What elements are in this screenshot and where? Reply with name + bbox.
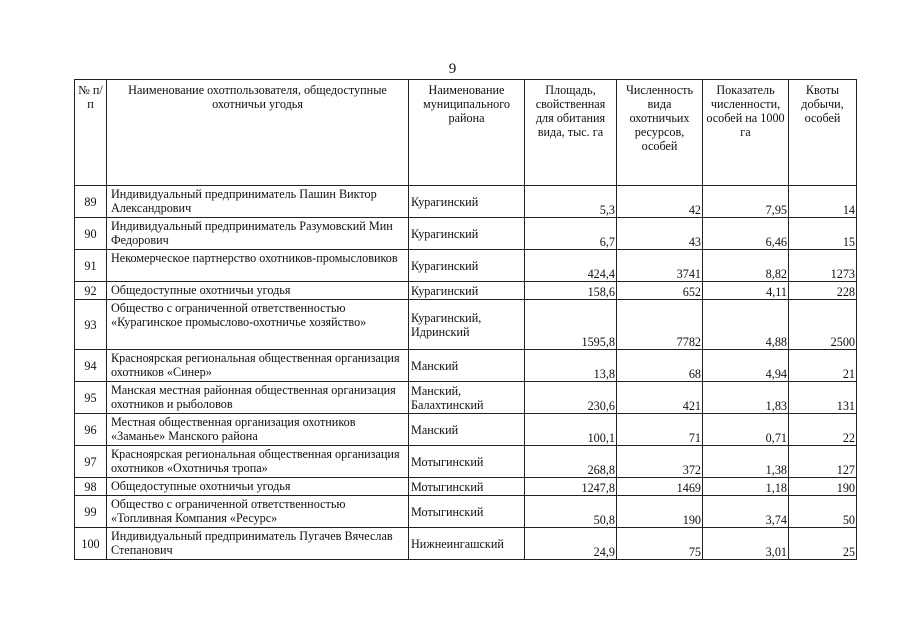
table-row <box>75 528 857 560</box>
row-count: 652 <box>617 282 703 300</box>
table-row <box>75 350 857 382</box>
row-user-name: Местная общественная организация охотников «Заманье» Манского района <box>107 414 409 446</box>
row-district: Мотыгинский <box>409 478 525 496</box>
row-area: 424,4 <box>525 250 617 282</box>
row-density: 4,11 <box>703 282 789 300</box>
table-row <box>75 496 857 528</box>
row-density: 8,82 <box>703 250 789 282</box>
row-user-name: Манская местная районная общественная организация охотников и рыболовов <box>107 382 409 414</box>
table-row <box>75 186 857 218</box>
row-density: 3,74 <box>703 496 789 528</box>
row-count: 75 <box>617 528 703 560</box>
table-row <box>75 250 857 282</box>
row-density: 1,83 <box>703 382 789 414</box>
page-number: 9 <box>448 61 457 77</box>
row-user-name: Некомерческое партнерство охотников-промысловиков <box>107 250 409 282</box>
row-user-name: Общедоступные охотничьи угодья <box>107 478 409 496</box>
header-quota: Квоты добычи, особей <box>789 80 857 186</box>
row-user-name: Индивидуальный предприниматель Пугачев Вячеслав Степанович <box>107 528 409 560</box>
header-district: Наименование муниципального района <box>409 80 525 186</box>
header-area: Площадь, свойственная для обитания вида, тыс. га <box>525 80 617 186</box>
table-row <box>75 478 857 496</box>
row-number: 98 <box>75 478 107 496</box>
row-quota: 14 <box>789 186 857 218</box>
row-district: Манский, Балахтинский <box>409 382 525 414</box>
row-count: 68 <box>617 350 703 382</box>
row-area: 1595,8 <box>525 300 617 350</box>
row-number: 91 <box>75 250 107 282</box>
row-quota: 190 <box>789 478 857 496</box>
row-number: 96 <box>75 414 107 446</box>
row-district: Мотыгинский <box>409 446 525 478</box>
row-area: 5,3 <box>525 186 617 218</box>
row-count: 3741 <box>617 250 703 282</box>
row-count: 43 <box>617 218 703 250</box>
row-user-name: Общество с ограниченной ответственностью «Топливная Компания «Ресурс» <box>107 496 409 528</box>
table-row <box>75 446 857 478</box>
row-quota: 21 <box>789 350 857 382</box>
row-quota: 15 <box>789 218 857 250</box>
row-district: Манский <box>409 350 525 382</box>
row-number: 92 <box>75 282 107 300</box>
row-number: 94 <box>75 350 107 382</box>
row-district: Курагинский <box>409 282 525 300</box>
row-area: 158,6 <box>525 282 617 300</box>
row-quota: 131 <box>789 382 857 414</box>
row-user-name: Индивидуальный предприниматель Разумовский Мин Федорович <box>107 218 409 250</box>
row-count: 372 <box>617 446 703 478</box>
row-density: 4,94 <box>703 350 789 382</box>
row-quota: 1273 <box>789 250 857 282</box>
table-row <box>75 382 857 414</box>
row-count: 421 <box>617 382 703 414</box>
row-quota: 25 <box>789 528 857 560</box>
row-density: 0,71 <box>703 414 789 446</box>
hunting-quota-table <box>74 79 857 560</box>
row-quota: 127 <box>789 446 857 478</box>
row-density: 4,88 <box>703 300 789 350</box>
row-density: 1,38 <box>703 446 789 478</box>
row-density: 7,95 <box>703 186 789 218</box>
row-count: 71 <box>617 414 703 446</box>
row-area: 1247,8 <box>525 478 617 496</box>
row-district: Курагинский <box>409 250 525 282</box>
row-count: 190 <box>617 496 703 528</box>
row-district: Манский <box>409 414 525 446</box>
row-quota: 50 <box>789 496 857 528</box>
table-row <box>75 414 857 446</box>
row-area: 100,1 <box>525 414 617 446</box>
row-quota: 2500 <box>789 300 857 350</box>
row-number: 99 <box>75 496 107 528</box>
row-district: Курагинский, Идринский <box>409 300 525 350</box>
row-area: 268,8 <box>525 446 617 478</box>
row-density: 6,46 <box>703 218 789 250</box>
row-area: 24,9 <box>525 528 617 560</box>
table-row <box>75 300 857 350</box>
row-number: 90 <box>75 218 107 250</box>
header-count: Численность вида охотничьих ресурсов, особей <box>617 80 703 186</box>
table-header-row <box>75 80 857 186</box>
header-density: Показатель численности, особей на 1000 га <box>703 80 789 186</box>
row-user-name: Красноярская региональная общественная организация охотников «Охотничья тропа» <box>107 446 409 478</box>
row-number: 95 <box>75 382 107 414</box>
row-count: 7782 <box>617 300 703 350</box>
row-count: 1469 <box>617 478 703 496</box>
row-user-name: Индивидуальный предприниматель Пашин Виктор Александрович <box>107 186 409 218</box>
row-user-name: Общество с ограниченной ответственностью «Курагинское промыслово-охотничье хозяйство» <box>107 300 409 350</box>
header-no: № п/п <box>75 80 107 186</box>
row-user-name: Общедоступные охотничьи угодья <box>107 282 409 300</box>
row-district: Курагинский <box>409 218 525 250</box>
row-district: Нижнеингашский <box>409 528 525 560</box>
row-area: 13,8 <box>525 350 617 382</box>
header-name: Наименование охотпользователя, общедоступные охотничьи угодья <box>107 80 409 186</box>
row-district: Мотыгинский <box>409 496 525 528</box>
row-area: 6,7 <box>525 218 617 250</box>
row-area: 230,6 <box>525 382 617 414</box>
row-quota: 228 <box>789 282 857 300</box>
table-row <box>75 218 857 250</box>
row-density: 3,01 <box>703 528 789 560</box>
row-density: 1,18 <box>703 478 789 496</box>
row-district: Курагинский <box>409 186 525 218</box>
row-number: 100 <box>75 528 107 560</box>
row-number: 97 <box>75 446 107 478</box>
row-number: 93 <box>75 300 107 350</box>
row-number: 89 <box>75 186 107 218</box>
row-user-name: Красноярская региональная общественная организация охотников «Синер» <box>107 350 409 382</box>
row-count: 42 <box>617 186 703 218</box>
table-row <box>75 282 857 300</box>
row-area: 50,8 <box>525 496 617 528</box>
row-quota: 22 <box>789 414 857 446</box>
